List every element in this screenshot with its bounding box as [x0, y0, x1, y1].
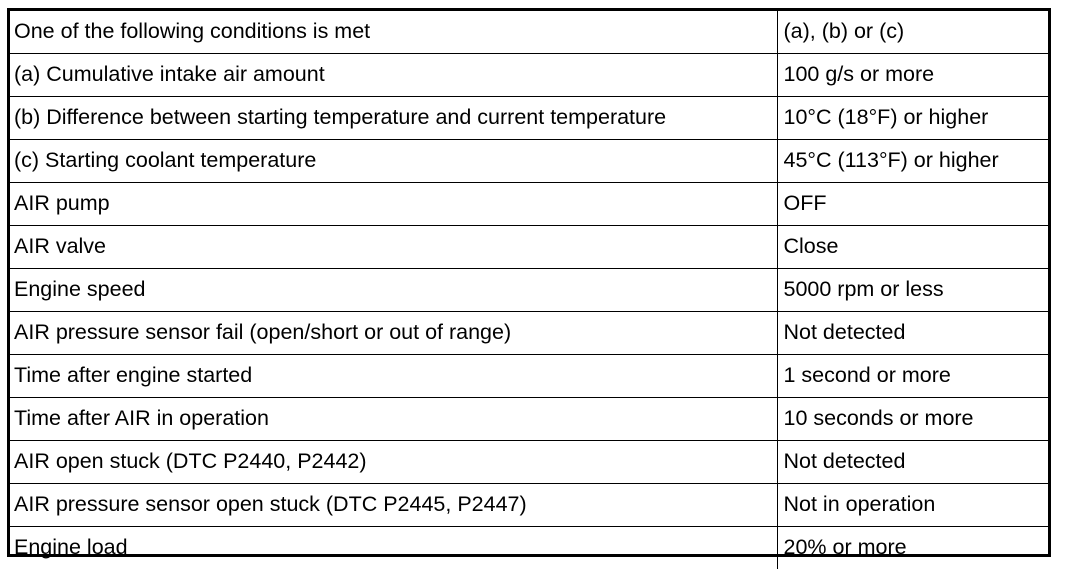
condition-spec-cell: 100 g/s or more — [777, 54, 1048, 97]
condition-spec-cell: Not detected — [777, 312, 1048, 355]
condition-spec-cell: 20% or more — [777, 527, 1048, 569]
condition-spec-cell: OFF — [777, 183, 1048, 226]
condition-item-cell: AIR pressure sensor fail (open/short or out of range) — [10, 312, 777, 355]
condition-item-cell: AIR pump — [10, 183, 777, 226]
table-row — [10, 97, 1048, 140]
table-row — [10, 11, 1048, 54]
condition-spec-cell: 1 second or more — [777, 355, 1048, 398]
table-row — [10, 355, 1048, 398]
condition-item-cell: AIR open stuck (DTC P2440, P2442) — [10, 441, 777, 484]
condition-item-cell: (b) Difference between starting temperature and current temperature — [10, 97, 777, 140]
condition-item-cell: AIR pressure sensor open stuck (DTC P2445, P2447) — [10, 484, 777, 527]
condition-item-cell: (c) Starting coolant temperature — [10, 140, 777, 183]
condition-spec-cell: 45°C (113°F) or higher — [777, 140, 1048, 183]
table-row — [10, 484, 1048, 527]
condition-item-cell: (a) Cumulative intake air amount — [10, 54, 777, 97]
conditions-table-frame — [7, 8, 1051, 557]
condition-item-cell: Engine speed — [10, 269, 777, 312]
table-row — [10, 140, 1048, 183]
condition-spec-cell: Not in operation — [777, 484, 1048, 527]
table-row — [10, 398, 1048, 441]
table-row — [10, 183, 1048, 226]
table-row — [10, 269, 1048, 312]
table-row — [10, 226, 1048, 269]
condition-spec-cell: 5000 rpm or less — [777, 269, 1048, 312]
condition-spec-cell: 10°C (18°F) or higher — [777, 97, 1048, 140]
condition-spec-cell: Close — [777, 226, 1048, 269]
table-row — [10, 54, 1048, 97]
condition-item-cell: Time after engine started — [10, 355, 777, 398]
condition-item-cell: Engine load — [10, 527, 777, 569]
condition-item-cell: Time after AIR in operation — [10, 398, 777, 441]
conditions-table — [10, 11, 1048, 569]
condition-item-cell: AIR valve — [10, 226, 777, 269]
table-row — [10, 441, 1048, 484]
table-row — [10, 527, 1048, 569]
condition-item-cell: One of the following conditions is met — [10, 11, 777, 54]
table-row — [10, 312, 1048, 355]
condition-spec-cell: Not detected — [777, 441, 1048, 484]
condition-spec-cell: (a), (b) or (c) — [777, 11, 1048, 54]
condition-spec-cell: 10 seconds or more — [777, 398, 1048, 441]
